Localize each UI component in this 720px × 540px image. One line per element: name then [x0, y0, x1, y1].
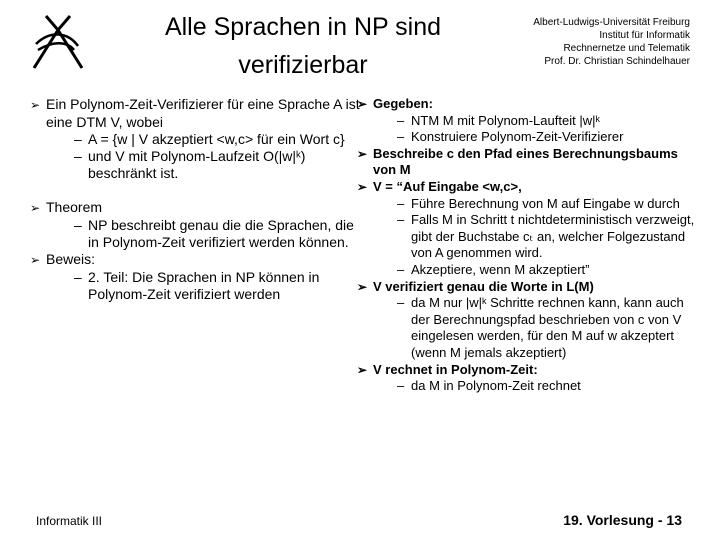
title-line-2: verifizierbar [238, 51, 368, 79]
right-column [357, 96, 702, 395]
slide-title [118, 8, 488, 84]
bullet-polytime: ➢ V rechnet in Polynom-Zeit: [357, 362, 702, 379]
subbullet-polytime-reason: – da M in Polynom-Zeit rechnet [357, 378, 702, 395]
subbullet-theorem-text: – NP beschreibt genau die die Sprachen, die in Polynom-Zeit verifiziert werden können. [30, 217, 360, 251]
bullet-verifier-def: ➢ V = “Auf Eingabe <w,c>, [357, 179, 702, 196]
subbullet-runtime: – und V mit Polynom-Laufzeit O(|w|ᵏ) beschränkt ist. [30, 148, 360, 182]
course-name: Informatik III [36, 514, 103, 528]
bullet-definition: ➢ Ein Polynom-Zeit-Verifizierer für eine Sprache A ist eine DTM V, wobei [30, 96, 360, 131]
subbullet-steps: – da M nur |w|ᵏ Schritte rechnen kann, kann auch der Berechnungspfad beschrieben von c von V eingelesen werden, für den M auf w akzeptert (wenn M jemals akzeptiert) [357, 295, 702, 361]
subbullet-construct: – Konstruiere Polynom-Zeit-Verifizierer [357, 129, 702, 146]
title-line-1: Alle Sprachen in NP sind [164, 13, 442, 41]
bullet-given: ➢ Gegeben: [357, 96, 702, 113]
subbullet-branch: – Falls M in Schritt t nichtdeterministisch verzweigt, gibt der Buchstabe cₜ an, welcher Folgezustand von A genommen wird. [357, 212, 702, 262]
subbullet-language-set: – A = {w | V akzeptiert <w,c> für ein Wort c} [30, 131, 360, 148]
university-logo [24, 10, 88, 74]
institution-line: Institut für Informatik [599, 30, 690, 41]
subbullet-proof-text: – 2. Teil: Die Sprachen in NP können in Polynom-Zeit verifiziert werden [30, 269, 360, 303]
slide-number: 19. Vorlesung - 13 [563, 512, 682, 528]
institution-line: Rechnernetze und Telematik [563, 43, 690, 54]
bullet-describe-path: ➢ Beschreibe c den Pfad eines Berechnungsbaums von M [357, 146, 702, 179]
subbullet-accept: – Akzeptiere, wenn M akzeptiert” [357, 262, 702, 279]
institution-line: Albert-Ludwigs-Universität Freiburg [533, 17, 690, 28]
institution-line: Prof. Dr. Christian Schindelhauer [544, 56, 690, 67]
bullet-proof: ➢ Beweis: [30, 251, 360, 269]
subbullet-run-m: – Führe Berechnung von M auf Eingabe w durch [357, 196, 702, 213]
bullet-theorem: ➢ Theorem [30, 199, 360, 217]
institution-block [488, 16, 690, 68]
subbullet-ntm: – NTM M mit Polynom-Laufteit |w|ᵏ [357, 113, 702, 130]
bullet-verifies-exactly: ➢ V verifiziert genau die Worte in L(M) [357, 279, 702, 296]
left-column [30, 96, 360, 303]
